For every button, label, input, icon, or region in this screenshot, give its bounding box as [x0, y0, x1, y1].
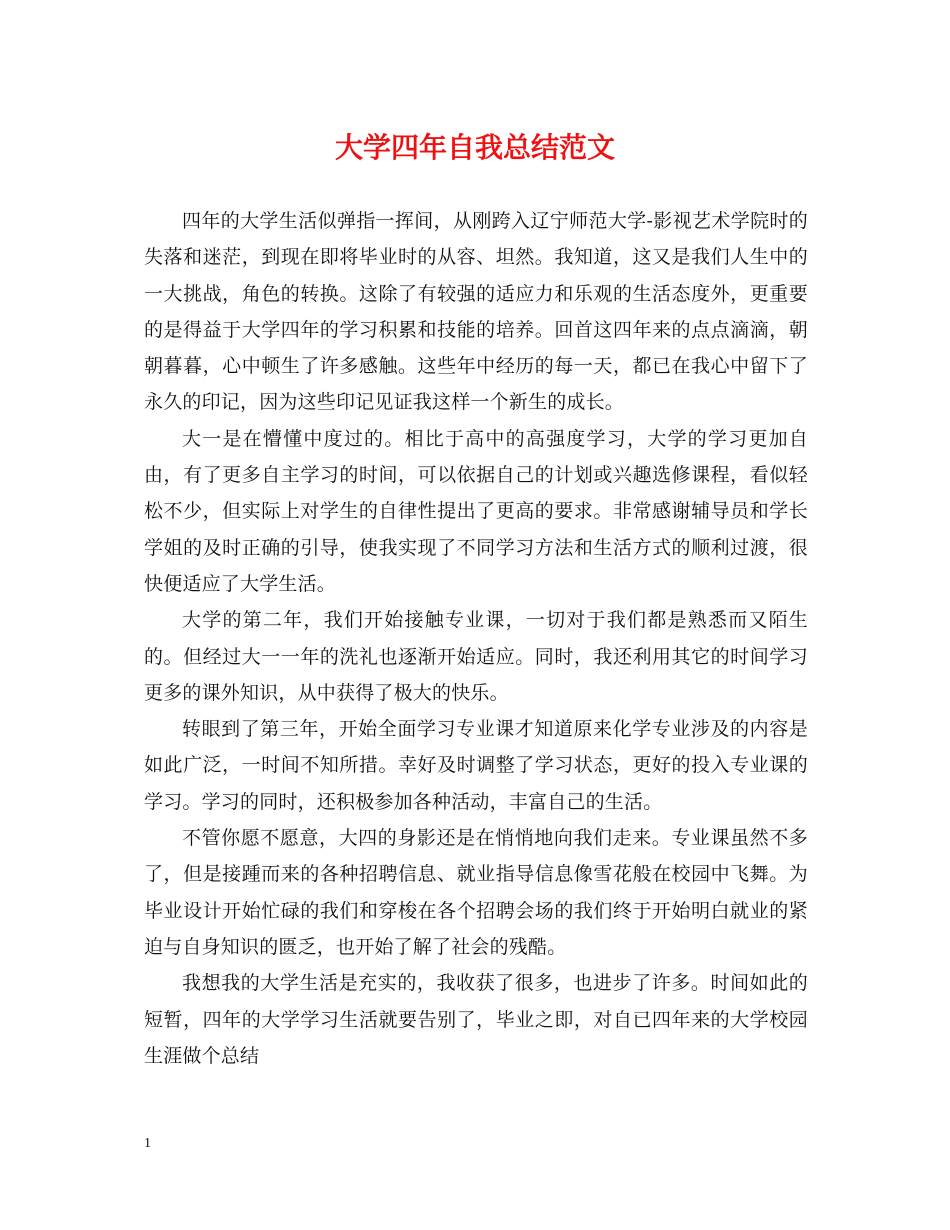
paragraph-4: 转眼到了第三年，开始全面学习专业课才知道原来化学专业涉及的内容是如此广泛，一时间不知所措。幸好及时调整了学习状态，更好的投入专业课的学习。学习的同时，还积极参加各种活动，丰富自己的生活。: [144, 718, 808, 813]
page-number: 1: [144, 1136, 151, 1151]
document-title: 大学四年自我总结范文: [334, 131, 615, 164]
paragraph-2: 大一是在懵懂中度过的。相比于高中的高强度学习，大学的学习更加自由，有了更多自主学习的时间，可以依据自己的计划或兴趣选修课程，看似轻松不少，但实际上对学生的自律性提出了更高的要求。非常感谢辅导员和学长学姐的及时正确的引导，使我实现了不同学习方法和生活方式的顺利过渡，很快便适应了大学生活。: [144, 427, 808, 595]
paragraph-6: 我想我的大学生活是充实的，我收获了很多，也进步了许多。时间如此的短暂，四年的大学学习生活就要告别了，毕业之即，对自已四年来的大学校园生涯做个总结: [144, 972, 808, 1067]
document-body: [144, 203, 808, 1074]
paragraph-3: 大学的第二年，我们开始接触专业课，一切对于我们都是熟悉而又陌生的。但经过大一一年的洗礼也逐渐开始适应。同时，我还利用其它的时间学习更多的课外知识，从中获得了极大的快乐。: [144, 609, 808, 704]
paragraph-1: 四年的大学生活似弹指一挥间，从刚跨入辽宁师范大学-影视艺术学院时的失落和迷茫，到现在即将毕业时的从容、坦然。我知道，这又是我们人生中的一大挑战，角色的转换。这除了有较强的适应力和乐观的生活态度外，更重要的是得益于大学四年的学习积累和技能的培养。回首这四年来的点点滴滴，朝朝暮暮，心中顿生了许多感触。这些年中经历的每一天，都已在我心中留下了永久的印记，因为这些印记见证我这样一个新生的成长。: [144, 210, 808, 414]
paragraph-5: 不管你愿不愿意，大四的身影还是在悄悄地向我们走来。专业课虽然不多了，但是接踵而来的各种招聘信息、就业指导信息像雪花般在校园中飞舞。为毕业设计开始忙碌的我们和穿梭在各个招聘会场的我们终于开始明白就业的紧迫与自身知识的匮乏，也开始了解了社会的残酷。: [144, 827, 808, 958]
